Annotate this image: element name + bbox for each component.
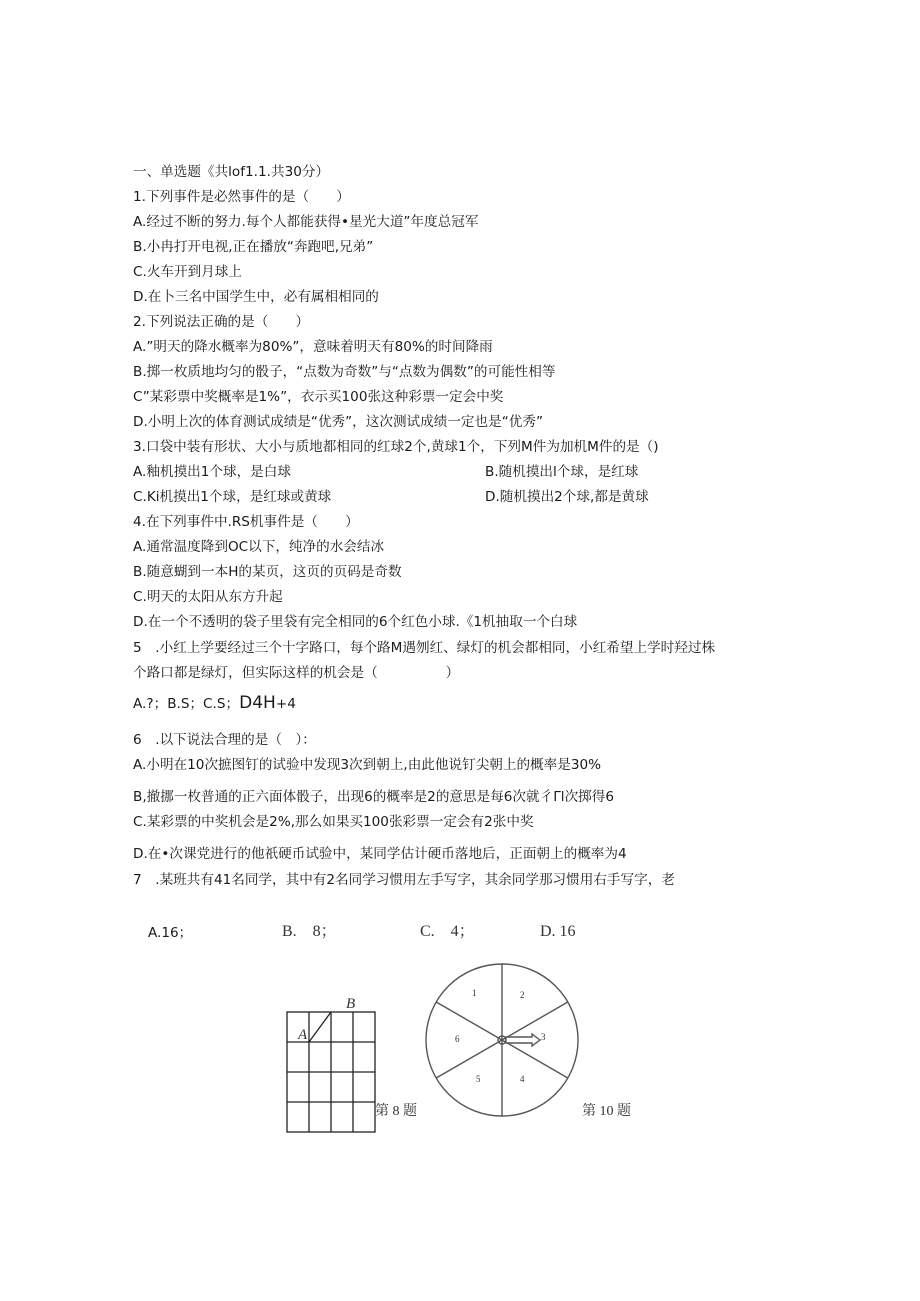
q5-stem-line2: 个路口都是绿灯，但实际这样的机会是（ ） [133, 665, 460, 681]
sector-label-2: 2 [520, 990, 525, 1000]
figure10-spinner [422, 960, 582, 1120]
q1-stem: 1.下列事件是必然事件的是（ ） [133, 189, 350, 205]
q2-stem: 2.下列说法正确的是（ ） [133, 314, 310, 330]
q6-option-d: D.在•次课党进行的他祇硬币试验中，某同学估计硬币落地后，正面朝上的概率为4 [133, 846, 627, 862]
q2-option-a: A.”明天的降水概率为80%”，意味着明天有80%的时间降雨 [133, 339, 493, 355]
figure8-label-b: B [346, 996, 356, 1012]
q5-options-abc: A.?；B.S；C.S； [133, 696, 240, 712]
q1-option-a: A.经过不断的努力.每个人都能获得•星光大道”年度总冠军 [133, 214, 479, 230]
q6-option-c: C.某彩票的中奖机会是2%,那么如果买100张彩票一定会有2张中奖 [133, 814, 534, 830]
q1-option-b: B.小冉打开电视,正在播放“奔跑吧,兄弟” [133, 239, 374, 255]
q4-stem: 4.在下列事件中.RS机事件是（ ） [133, 514, 359, 530]
fig-option-d: D. 16 [540, 923, 576, 940]
figure8-caption: 第 8 题 [375, 1104, 417, 1119]
sector-divider [436, 1002, 502, 1040]
q2-option-b: B.掷一枚质地均匀的骰子，“点数为奇数”与“点数为偶数”的可能性相等 [133, 364, 556, 380]
sector-divider [502, 1040, 568, 1078]
q1-option-c: C.火车开到月球上 [133, 264, 242, 280]
q6-option-a: A.小明在10次摭图钉的试验中发现3次到朝上,由此他说钉尖朝上的概率是30% [133, 757, 602, 773]
fig-option-c: C. 4； [420, 923, 475, 940]
figure10-caption: 第 10 题 [582, 1104, 631, 1119]
q4-option-d: D.在一个不透明的袋子里袋有完全相同的6个红色小球.《1机抽取一个白球 [133, 614, 578, 630]
q5-stem-line1: 5 .小红上学要经过三个十字路口，每个路M遇刎红、绿灯的机会都相同，小红希望上学时羟过株 [133, 640, 716, 656]
q2-option-d: D.小明上次的体育测试成绩是“优秀”，这次测试成绩一定也是“优秀” [133, 414, 543, 430]
sector-label-4: 4 [520, 1074, 525, 1084]
fig-option-b: B. 8； [282, 923, 337, 940]
figure8-label-a: A [298, 1027, 308, 1043]
q6-stem: 6 .以下说法合理的是（ ）： [133, 732, 316, 748]
sector-divider [436, 1040, 502, 1078]
sector-label-5: 5 [476, 1074, 481, 1084]
q3-option-c: C.Ki机摸出1个球，是红球或黄球 [133, 489, 332, 505]
section-title: 一、单选题《共lof1.1.共30分） [133, 164, 330, 180]
diagonal-ab [309, 1012, 331, 1042]
q7-stem: 7 .某班共有41名同学，其中有2名同学习惯用左手写字，其余同学那习惯用右手写字，老 [133, 872, 675, 888]
q4-option-c: C.明天的太阳从东方升起 [133, 589, 283, 605]
q3-option-d: D.随机摸出2个球,都是黄球 [485, 489, 649, 505]
q4-option-a: A.通常温度降到OC以下，纯净的水会结冰 [133, 539, 385, 555]
q3-stem: 3.口袋中装有形状、大小与质地都相同的红球2个,黄球1个，下列M件为加机M件的是（) [133, 439, 659, 455]
q3-option-b: B.随机摸出l个球，是红球 [485, 464, 639, 480]
sector-label-1: 1 [472, 988, 477, 998]
sector-divider [502, 1002, 568, 1040]
q2-option-c: C”某彩票中奖概率是1%”，衣示买100张这种彩票一定会中奖 [133, 389, 504, 405]
q5-option-d: D4H [239, 693, 276, 713]
spinner-arrow-icon [506, 1034, 540, 1046]
sector-label-3: 3 [541, 1032, 546, 1042]
q6-option-b: B,撤挪一枚普通的正六面体骰子，出现6的概率是2的意思是每6次就彳Γl次掷得6 [133, 789, 614, 805]
q5-option-d-tail: +4 [275, 696, 296, 712]
fig-option-a: A.16； [148, 925, 193, 941]
q3-option-a: A.釉机摸出1个球，是白球 [133, 464, 291, 480]
sector-label-6: 6 [455, 1034, 460, 1044]
q4-option-b: B.随意蝴到一本H的某页，这页的页码是奇数 [133, 564, 402, 580]
q5-options [133, 694, 296, 713]
q1-option-d: D.在卜三名中国学生中，必有属相相同的 [133, 289, 379, 305]
